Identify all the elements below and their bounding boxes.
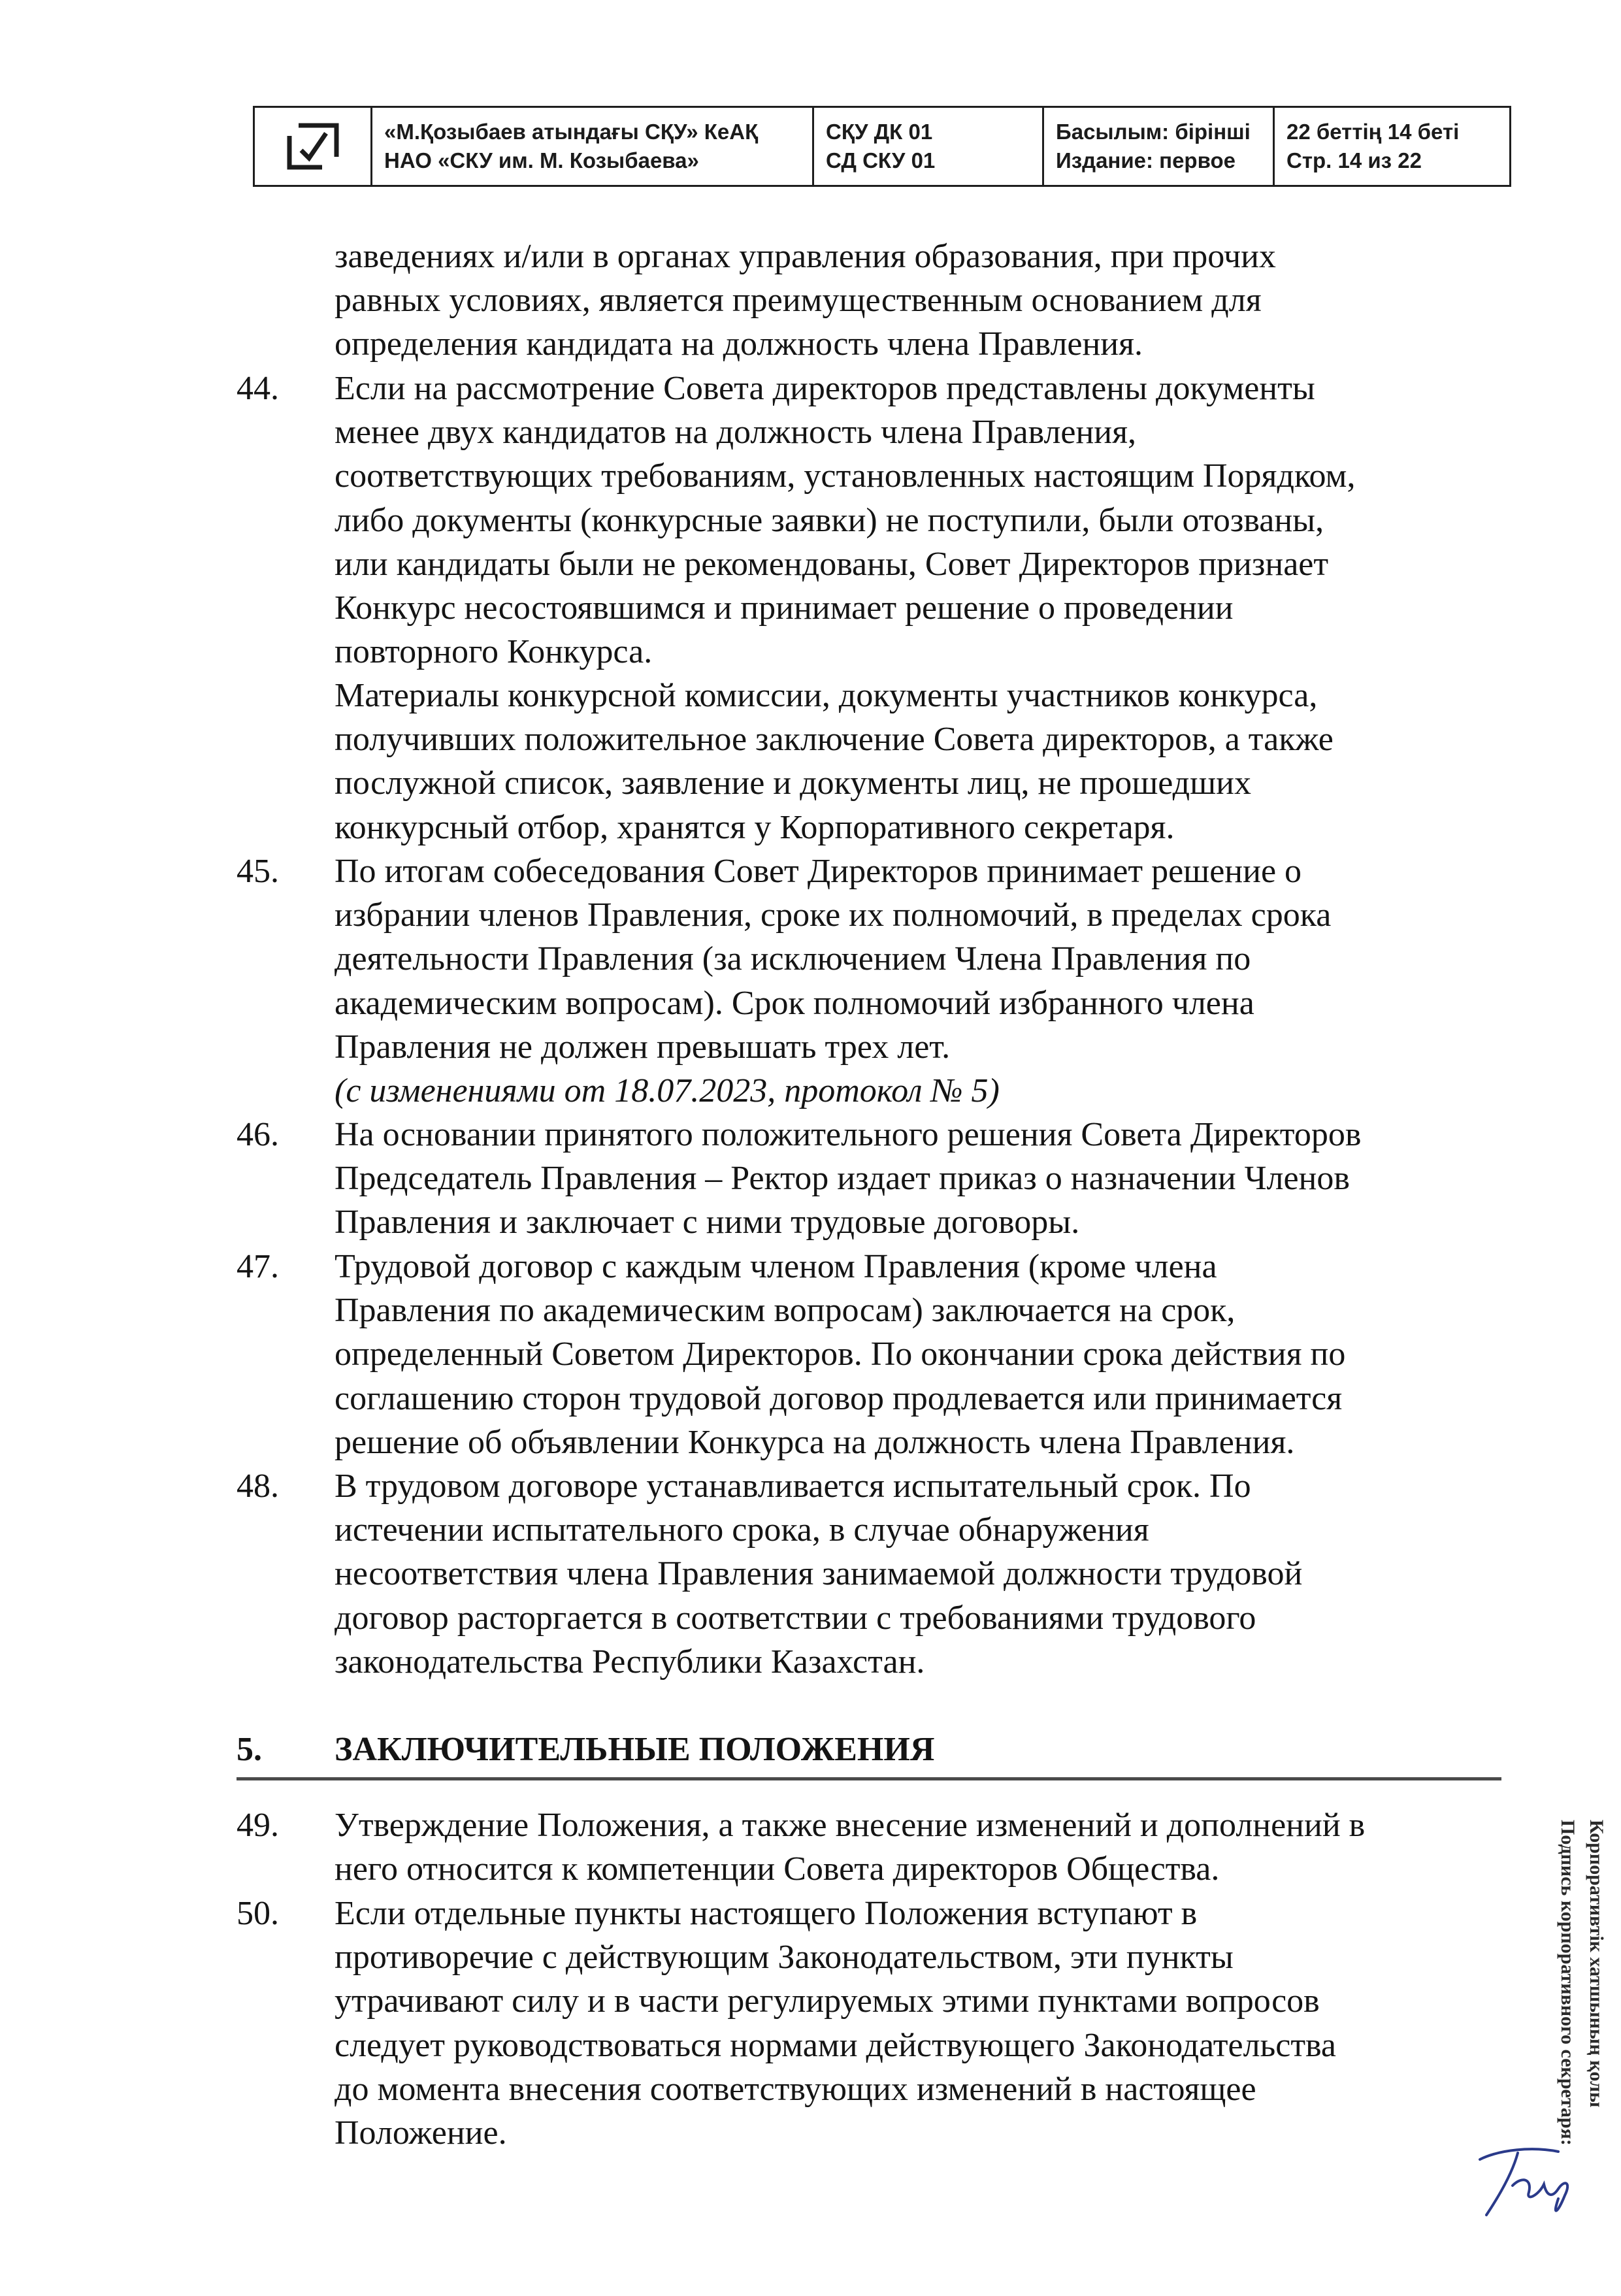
- text-line: Правления не должен превышать трех лет.: [335, 1028, 951, 1066]
- text-line: Правления и заключает с ними трудовые договоры.: [335, 1204, 1080, 1241]
- continuation-paragraph: [335, 235, 1511, 367]
- item-number: 46.: [237, 1116, 279, 1153]
- text-line: повторного Конкурса.: [335, 633, 653, 671]
- text-line: до момента внесения соответствующих изменений в настоящее: [335, 2070, 1256, 2108]
- text-line: Трудовой договор с каждым членом Правления (кроме члена: [335, 1248, 1217, 1285]
- item-50-text: [335, 1892, 1511, 2155]
- text-line: Положение.: [335, 2114, 507, 2152]
- text-line: академическим вопросам). Срок полномочий избранного члена: [335, 984, 1254, 1022]
- text-line: следует руководствоваться нормами действующего Законодательства: [335, 2026, 1336, 2064]
- edition-kz: Басылым: бірінші: [1056, 120, 1251, 144]
- section-title: ЗАКЛЮЧИТЕЛЬНЫЕ ПОЛОЖЕНИЯ: [335, 1731, 935, 1768]
- page-number-ru: Стр. 14 из 22: [1286, 148, 1422, 172]
- section-divider: [237, 1777, 1501, 1780]
- text-line: Конкурс несостоявшимся и принимает решение о проведении: [335, 589, 1234, 627]
- doc-code-cell: [814, 108, 1044, 185]
- text-line: истечении испытательного срока, в случае обнаружения: [335, 1511, 1149, 1549]
- text-line: Правления по академическим вопросам) заключается на срок,: [335, 1292, 1236, 1330]
- item-49-text: [335, 1803, 1511, 1891]
- text-line: Утверждение Положения, а также внесение изменений и дополнений в: [335, 1807, 1366, 1844]
- text-line: деятельности Правления (за исключением Члена Правления по: [335, 940, 1251, 978]
- text-line: утрачивают силу и в части регулируемых этими пунктами вопросов: [335, 1982, 1320, 2020]
- text-line: либо документы (конкурсные заявки) не поступили, были отозваны,: [335, 501, 1324, 539]
- item-47-text: [335, 1245, 1511, 1464]
- text-line: По итогам собеседования Совет Директоров принимает решение о: [335, 853, 1302, 890]
- text-line: избрании членов Правления, сроке их полномочий, в пределах срока: [335, 896, 1332, 934]
- item-48-text: [335, 1464, 1511, 1684]
- text-line: В трудовом договоре устанавливается испытательный срок. По: [335, 1468, 1251, 1505]
- document-header: [253, 106, 1511, 187]
- item-number: 48.: [237, 1468, 279, 1505]
- item-number: 45.: [237, 853, 279, 890]
- note-line-kz: Корпоративтік хатшының қолы: [1586, 1820, 1607, 2108]
- item-46-text: [335, 1113, 1511, 1245]
- text-line: Председатель Правления – Ректор издает приказ о назначении Членов: [335, 1160, 1350, 1198]
- university-logo-icon: [286, 122, 340, 171]
- item-45-text: [335, 849, 1511, 1113]
- text-line: него относится к компетенции Совета директоров Общества.: [335, 1850, 1220, 1888]
- item-number: 44.: [237, 370, 279, 407]
- text-line: Если на рассмотрение Совета директоров представлены документы: [335, 370, 1315, 407]
- text-line: соответствующих требованиям, установленных настоящим Порядком,: [335, 457, 1356, 495]
- edition-cell: [1044, 108, 1275, 185]
- signature-mark: [1460, 2133, 1584, 2225]
- logo-cell: [255, 108, 372, 185]
- text-line: менее двух кандидатов на должность члена Правления,: [335, 414, 1137, 451]
- doc-code-kz: СҚУ ДК 01: [826, 120, 933, 144]
- organization-cell: [372, 108, 814, 185]
- text-line: заведениях и/или в органах управления образования, при прочих: [335, 238, 1276, 275]
- text-line: На основании принятого положительного решения Совета Директоров: [335, 1116, 1362, 1153]
- section-number: 5.: [237, 1731, 262, 1768]
- item-number: 49.: [237, 1807, 279, 1844]
- text-line: Если отдельные пункты настоящего Положения вступают в: [335, 1895, 1198, 1932]
- item-number: 50.: [237, 1895, 279, 1932]
- page-number-kz: 22 беттің 14 беті: [1286, 120, 1460, 144]
- text-line: послужной список, заявление и документы лиц, не прошедших: [335, 764, 1252, 802]
- text-line: равных условиях, является преимущественным основанием для: [335, 282, 1262, 320]
- text-line: или кандидаты были не рекомендованы, Совет Директоров признает: [335, 545, 1329, 583]
- text-line: договор расторгается в соответствии с требованиями трудового: [335, 1599, 1256, 1637]
- text-line: соглашению сторон трудовой договор продлевается или принимается: [335, 1379, 1343, 1417]
- text-line: определенный Советом Директоров. По окончании срока действия по: [335, 1336, 1346, 1373]
- text-line: Материалы конкурсной комиссии, документы участников конкурса,: [335, 677, 1318, 714]
- amendment-note: (с изменениями от 18.07.2023, протокол № 5): [335, 1072, 1000, 1110]
- item-number: 47.: [237, 1248, 279, 1285]
- text-line: конкурсный отбор, хранятся у Корпоративного секретаря.: [335, 808, 1175, 846]
- org-name-kz: «М.Қозыбаев атындағы СҚУ» КеАҚ: [384, 120, 759, 144]
- text-line: законодательства Республики Казахстан.: [335, 1643, 925, 1681]
- edition-ru: Издание: первое: [1056, 148, 1236, 172]
- page-number-cell: [1275, 108, 1509, 185]
- text-line: противоречие с действующим Законодательством, эти пункты: [335, 1939, 1234, 1976]
- note-line-ru: Подпись корпоративного секретаря:: [1557, 1820, 1579, 2146]
- text-line: определения кандидата на должность члена Правления.: [335, 325, 1143, 363]
- doc-code-ru: СД СКУ 01: [826, 148, 936, 172]
- text-line: несоответствия члена Правления занимаемой должности трудовой: [335, 1555, 1303, 1593]
- text-line: получивших положительное заключение Совета директоров, а также: [335, 721, 1334, 759]
- org-name-ru: НАО «СКУ им. М. Козыбаева»: [384, 148, 699, 172]
- text-line: решение об объявлении Конкурса на должность члена Правления.: [335, 1423, 1295, 1461]
- item-44-extra-text: [335, 674, 1511, 849]
- item-44-text: [335, 367, 1511, 674]
